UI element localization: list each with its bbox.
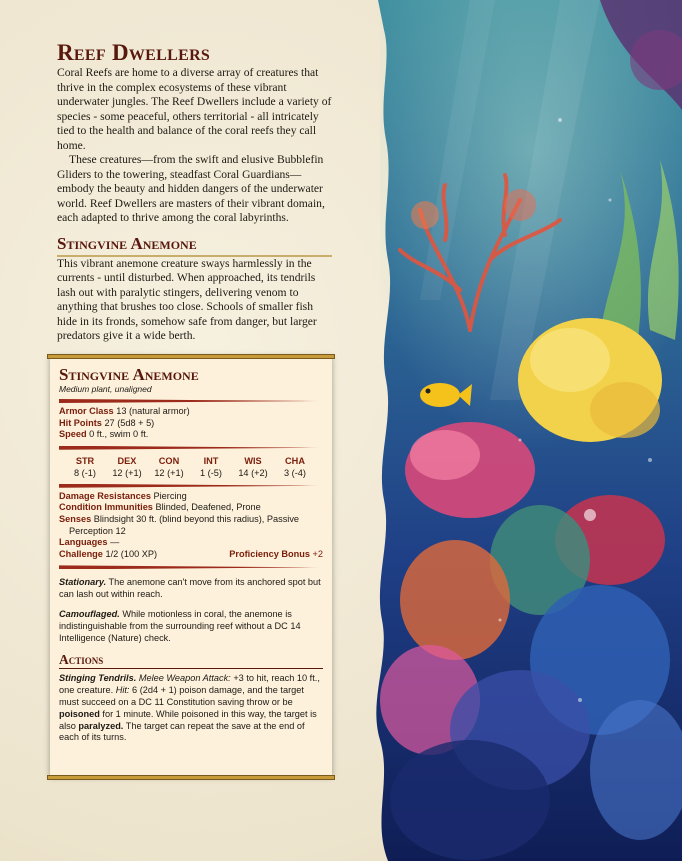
proficiency-bonus: Proficiency Bonus +2 xyxy=(229,548,323,559)
ability-int: INT 1 (-5) xyxy=(200,455,222,478)
languages: Languages — xyxy=(59,537,120,548)
stat-block xyxy=(50,357,332,777)
section-heading: Stingvine Anemone xyxy=(57,234,332,257)
challenge: Challenge 1/2 (100 XP) xyxy=(59,548,158,559)
divider xyxy=(59,565,323,569)
stat-block-bottom-border xyxy=(47,775,335,780)
divider xyxy=(59,446,323,450)
trait-stationary: Stationary. The anemone can't move from its anchored spot but can lash out within reach. xyxy=(59,577,321,600)
divider xyxy=(59,399,323,403)
challenge-row xyxy=(59,549,323,561)
section-paragraph: This vibrant anemone creature sways harmlessly in the currents - until disturbed. When approached, its tendrils lash out with paralytic stingers, delivering venom to anything that brushes too close. Schools of smaller fish hide in its fronds, somehow safe from danger, but larger predators give it a wide berth. xyxy=(57,256,317,342)
ability-con: CON 12 (+1) xyxy=(154,455,184,478)
action-stinging-tendrils: Stinging Tendrils. Melee Weapon Attack: +3 to hit, reach 10 ft., one creature. Hit: 6 (2d4 + 1) poison damage, and the target must succeed on a DC 11 Constitution saving throw or be poisoned for 1 minute. While poisoned in this way, the target is also paralyzed. The target can repeat the save at the end of each of its turns. xyxy=(59,673,320,743)
senses: Senses Blindsight 30 ft. (blind beyond this radius), Passive Perception 12 xyxy=(59,513,300,536)
stat-block-top-border xyxy=(47,354,335,359)
divider xyxy=(59,484,323,488)
trait-camouflaged: Camouflaged. While motionless in coral, the anemone is indistinguishable from the surrounding reef without a DC 14 Intelligence (Nature) check. xyxy=(59,608,301,643)
hit-points: Hit Points 27 (5d8 + 5) xyxy=(59,417,155,428)
ability-cha: CHA 3 (-4) xyxy=(284,455,306,478)
speed: Speed 0 ft., swim 0 ft. xyxy=(59,429,149,440)
condition-immunities: Condition Immunities Blinded, Deafened, Prone xyxy=(59,502,261,513)
creature-name: Stingvine Anemone xyxy=(59,365,199,384)
ability-wis: WIS 14 (+2) xyxy=(238,455,268,478)
intro-paragraph-1: Coral Reefs are home to a diverse array of creatures that thrive in the complex ecosystems of these vibrant underwater jungles. The Reef Dwellers include a variety of species - some peaceful, others territorial - all intricately tied to the health and balance of the coral reefs they call home. xyxy=(57,66,332,152)
page-title: Reef Dwellers xyxy=(57,40,211,65)
intro-paragraph-2: These creatures—from the swift and elusive Bubblefin Gliders to the towering, steadfast Coral Guardians—embody the beauty and hidden dangers of the underwater world. Reef Dwellers are masters of their vibrant domain, each adapted to thrive among the coral labyrinths. xyxy=(57,153,325,224)
actions-heading: Actions xyxy=(59,652,323,669)
text-column xyxy=(57,40,332,344)
armor-class: Armor Class 13 (natural armor) xyxy=(59,406,190,416)
damage-resistances: Damage Resistances Piercing xyxy=(59,490,187,501)
ability-scores xyxy=(59,453,323,479)
ability-dex: DEX 12 (+1) xyxy=(112,455,142,478)
ability-str: STR 8 (-1) xyxy=(74,455,96,478)
creature-type: Medium plant, unaligned xyxy=(59,384,152,394)
